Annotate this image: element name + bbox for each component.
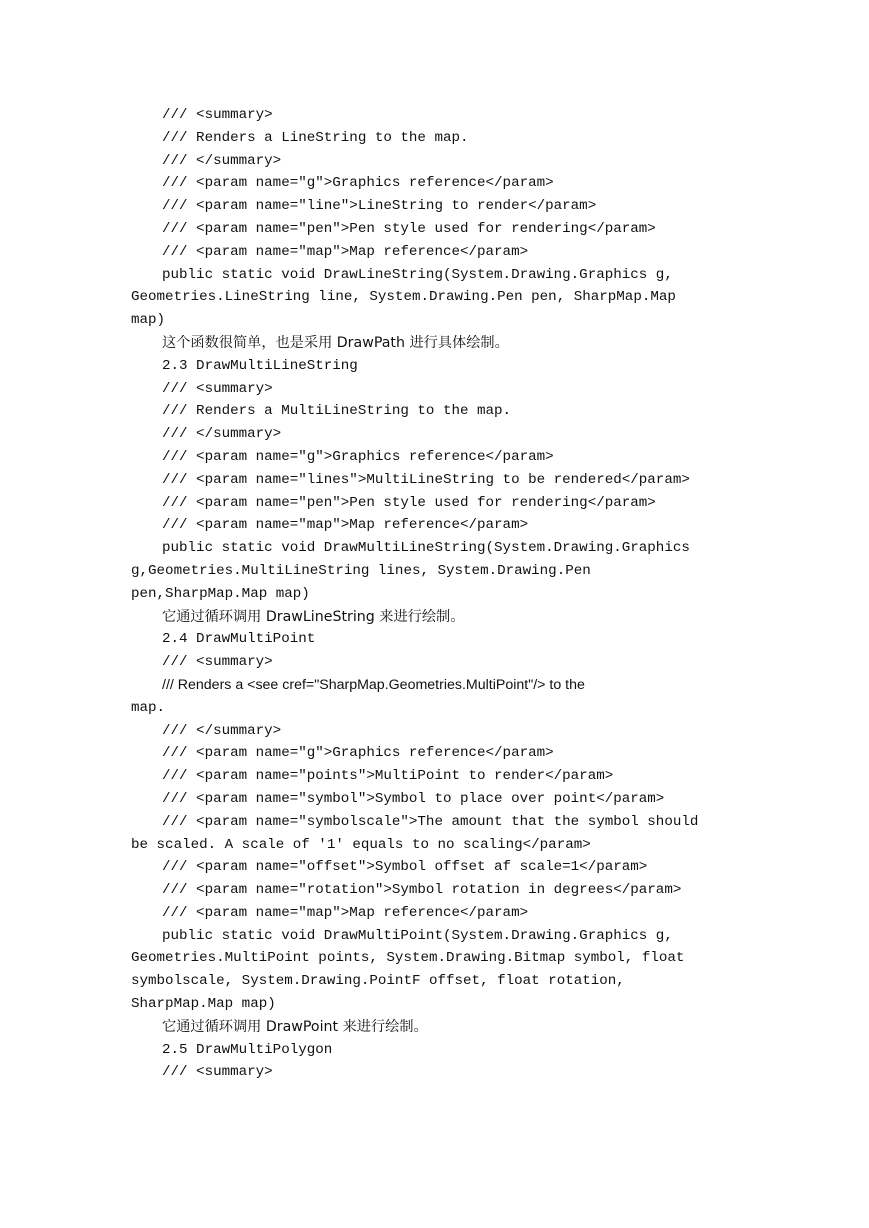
code-line: Geometries.MultiPoint points, System.Drawing.Bitmap symbol, float (131, 950, 685, 967)
code-line: SharpMap.Map map) (131, 996, 276, 1013)
section-heading: 2.4 DrawMultiPoint (162, 631, 316, 648)
text-line: /// <param name="rotation">Symbol rotation in degrees</param> (162, 882, 682, 899)
text-line: /// <param name="pen">Pen style used for rendering</param> (162, 220, 656, 237)
section-heading: 2.3 DrawMultiLineString (162, 357, 358, 374)
text-line: be scaled. A scale of '1' equals to no scaling</param> (131, 836, 591, 853)
code-line: pen,SharpMap.Map map) (131, 585, 310, 602)
text-line: /// <summary> (162, 380, 273, 397)
text-line: /// Renders a <see cref="SharpMap.Geometries.MultiPoint"/> to the (162, 676, 585, 693)
text-line: /// <param name="map">Map reference</param> (162, 904, 529, 921)
text-line: /// <param name="symbol">Symbol to place over point</param> (162, 790, 665, 807)
text-line: /// <param name="points">MultiPoint to render</param> (162, 768, 614, 785)
text-line: /// </summary> (162, 722, 282, 739)
code-line: map) (131, 312, 166, 329)
code-line: g,Geometries.MultiLineString lines, System.Drawing.Pen (131, 562, 591, 579)
text-line: /// <summary> (162, 1064, 273, 1081)
text-line: /// <param name="symbolscale">The amount that the symbol should (162, 813, 699, 830)
text-line: /// </summary> (162, 152, 282, 169)
text-line: /// </summary> (162, 426, 282, 443)
code-line: public static void DrawMultiPoint(System.Drawing.Graphics g, (162, 927, 673, 944)
chinese-paragraph: 这个函数很简单，也是采用 DrawPath 进行具体绘制。 (162, 334, 509, 351)
text-line: /// <summary> (162, 107, 273, 123)
chinese-paragraph: 它通过循环调用 DrawLineString 来进行绘制。 (162, 608, 465, 625)
text-line: /// Renders a LineString to the map. (162, 129, 469, 146)
text-line: /// Renders a MultiLineString to the map. (162, 403, 512, 420)
code-line: public static void DrawLineString(System.Drawing.Graphics g, (162, 266, 673, 283)
text-line: /// <summary> (162, 654, 273, 671)
text-line: /// <param name="pen">Pen style used for rendering</param> (162, 494, 656, 511)
document-body (131, 104, 743, 1084)
code-line: public static void DrawMultiLineString(System.Drawing.Graphics (162, 540, 690, 557)
text-line: /// <param name="g">Graphics reference</param> (162, 745, 554, 762)
chinese-paragraph: 它通过循环调用 DrawPoint 来进行绘制。 (162, 1018, 428, 1035)
code-line: symbolscale, System.Drawing.PointF offset, float rotation, (131, 973, 625, 990)
text-line: map. (131, 699, 166, 716)
code-line: Geometries.LineString line, System.Drawing.Pen pen, SharpMap.Map (131, 289, 676, 306)
text-line: /// <param name="g">Graphics reference</param> (162, 448, 554, 465)
text-line: /// <param name="map">Map reference</param> (162, 517, 529, 534)
text-line: /// <param name="g">Graphics reference</param> (162, 175, 554, 192)
text-line: /// <param name="map">Map reference</param> (162, 243, 529, 260)
text-line: /// <param name="offset">Symbol offset af scale=1</param> (162, 859, 648, 876)
section-heading: 2.5 DrawMultiPolygon (162, 1041, 333, 1058)
text-line: /// <param name="line">LineString to render</param> (162, 198, 597, 215)
text-line: /// <param name="lines">MultiLineString to be rendered</param> (162, 471, 690, 488)
